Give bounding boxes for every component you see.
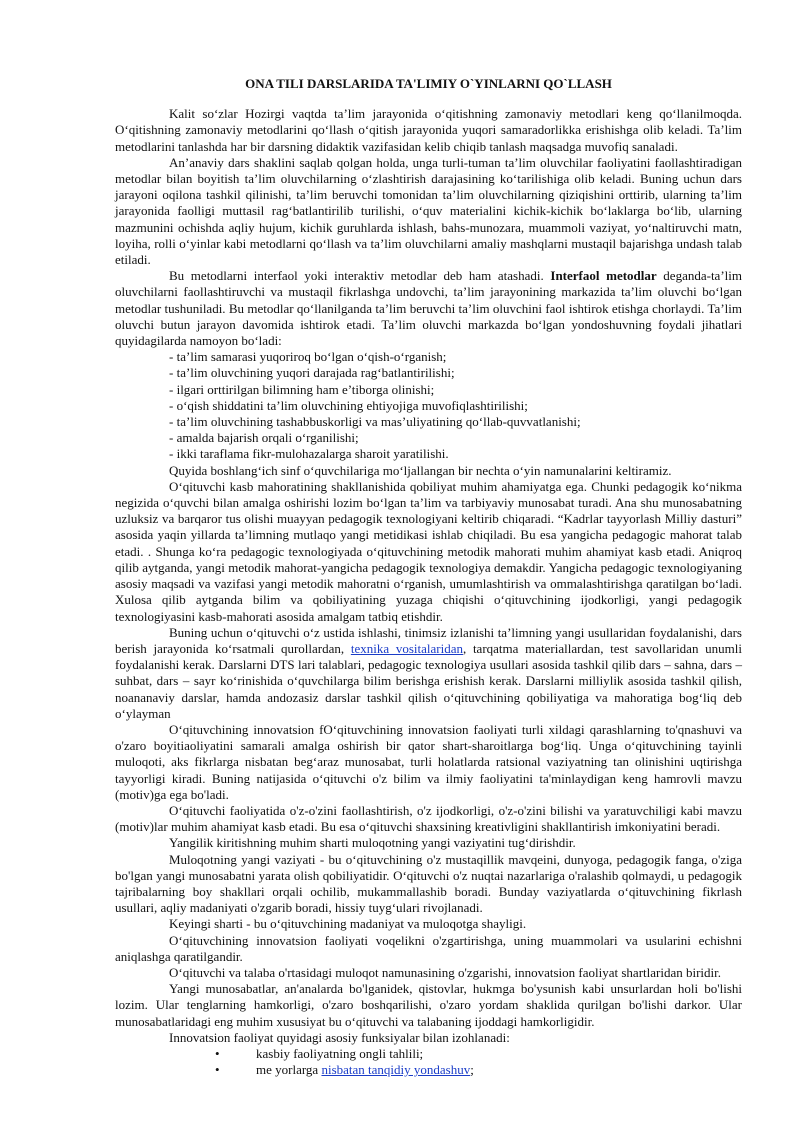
paragraph-10: Muloqotning yangi vaziyati - bu o‘qituvchining o'z mustaqillik mavqeini, dunyoga, pedagogik fanga, o'ziga bo'lgan yangi munosabatni yarata olish qobiliyatidir. O‘qituvchi o'z nuqtai nazarlariga o'ralashib qolmaydi, u pedagogik tajribalarning boy shakllari orqali ochilib, mukammallashib boradi. Bunday vaziyatlarda o‘qituvchining fikrlash usullari, aqliy madaniyati o'zgarib boradi, hissiy tuyg‘ulari rivojlanadi.	[115, 851, 742, 916]
bullet-text-start: me yorlarga	[256, 1062, 322, 1078]
list-item	[115, 1062, 742, 1078]
paragraph-3	[115, 268, 742, 349]
paragraph-6-end: , tarqatma materiallardan, test savollaridan unumli foydalanishi kerak. Darslarni DTS lari talablari, pedagogic texnologiya usullari asosida tashkil qilib dars – sahna, dars –suhbat, dars – sayr ko‘rinishida o‘quvchilarga bilim berishga erishish kerak. Darslarni milliylik asosida tashkil qilish, noananaviy darslar, hamda andozasiz darslar tashkil qilish o‘qituvchining qobiliyatiga va mahoratiga bog‘liq deb o‘ylayman	[115, 640, 742, 721]
texnika-vositalari-link[interactable]: texnika vositalaridan	[350, 640, 463, 656]
list-item: - o‘qish shiddatini ta’lim oluvchining ehtiyojiga muvofiqlashtirilishi;	[169, 397, 528, 413]
paragraph-8: O‘qituvchi faoliyatida o'z-o'zini faollashtirish, o'z ijodkorligi, o'z-o'zini bilishi va yaratuvchiligi kabi mavzu (motiv)lar muhim ahamiyat kasb etadi. Bu esa o‘qituvchi shaxsining kreativligini shakllantirish imkoniyatini beradi.	[115, 802, 742, 835]
paragraph-9: Yangilik kiritishning muhim sharti muloqotning yangi vaziyatini tug‘dirishdir.	[169, 835, 576, 851]
bullet-text: kasbiy faoliyatning ongli tahlili;	[256, 1045, 424, 1061]
functions-list	[115, 1046, 742, 1078]
tanqidiy-yondashuv-link[interactable]: nisbatan tanqidiy yondashuv	[321, 1062, 471, 1078]
paragraph-3-end: deganda-ta’lim oluvchilarni faollashtiruvchi va mustaqil fikrlashga undovchi, ta’lim jarayonining markazida ta’lim oluvchi bo‘lgan metodlar tushuniladi. Bu metodlar qo‘llanilganda ta’lim beruvchi ta’lim oluvchini faol ishtirok etishga chorlaydi. Ta’lim oluvchi butun jarayon davomida ishtirok etadi. Ta’lim oluvchi markazda bo‘lgan yondoshuvning foydali jihatlari quyidagilarda namoyon bo‘ladi:	[115, 268, 742, 349]
list-item: - ikki taraflama fikr-mulohazalarga sharoit yaratilishi.	[169, 446, 449, 462]
bullet-icon: •	[215, 1062, 220, 1078]
interfaol-metodlar-term: Interfaol metodlar	[550, 268, 657, 284]
paragraph-15: Innovatsion faoliyat quyidagi asosiy funksiyalar bilan izohlanadi:	[169, 1029, 510, 1045]
paragraph-2: An’anaviy dars shaklini saqlab qolgan holda, unga turli-tuman ta’lim oluvchilar faoliyatini faollashtiradigan metodlar bilan boyitish ta’lim oluvchilarning o‘zlashtirish darajasining ko‘tarilishiga olib keladi. Buning uchun dars jarayoni oqilona tashkil qilinishi, ta’lim beruvchi tomonidan ta’lim oluvchilarning qiziqishini orttirib, ularning ta’lim jarayonida faolligi muttasil rag‘batlantirilib turilishi, o‘quv materialini kichik-kichik bo‘laklarga bo‘lib, ularning mazmunini ochishda aqliy hujum, kichik guruhlarda ishlash, bahs-munozara, muammoli vaziyat, yo‘naltiruvchi matn, loyiha, rolli o‘yinlar kabi metodlarni qo‘llash va ta’lim oluvchilarni amaliy mashqlarni mustaqil bajarishga undash talab etiladi.	[115, 154, 742, 268]
list-item: - ilgari orttirilgan bilimning ham e’tiborga olinishi;	[169, 381, 435, 397]
list-item: - ta’lim samarasi yuqoriroq bo‘lgan o‘qish-o‘rganish;	[169, 349, 447, 365]
list-item: - amalda bajarish orqali o‘rganilishi;	[169, 430, 359, 446]
paragraph-6-start: Buning uchun o‘qituvchi o‘z ustida ishlashi, tinimsiz izlanishi ta’limning yangi usullaridan foydalanishi, dars berish jarayonida ko‘rsatmali qurollardan,	[115, 624, 742, 656]
paragraph-5: O‘qituvchi kasb mahoratining shakllanishida qobiliyat muhim ahamiyatga ega. Chunki pedagogik ko‘nikma negizida o‘quvchi bilan amalga oshirishi lozim bo‘lgan ta’lim va tarbiyaviy munosabat turadi. Ana shu munosabatning uzluksiz va barqaror tus olishi muayyan pedagogik texnologiyani keltirib chiqaradi. “Kadrlar tayyorlash Milliy dasturi” asosida yaqin yillarda ta’limning mutlaqo yangi metidikasi ishlab chiqiladi. Bu esa yangicha pedagogic mahorat talab etadi. . Shunga ko‘ra pedagogic texnologiyada o‘qituvchining metodik mahorati muhim ahamiyat kasb etadi. Aniqroq qilib aytganda, yangi metodik mahorat-yangicha pedagogik texnologiya demakdir. Yangicha pedagogic texnologiyaning asosiy maqsadi va vazifasi yangi metodik mahoratni o‘rganish, umumlashtirish va ommalashtirishga qaratilgan bo‘ladi. Xulosa qilib aytganda bilim va qobiliyatining yuzaga chiqishi o‘qituvchining ijodkorligi, yangi pedagogik texnologiyasini kasb-mahorati asosida amalgam tatbiq etishdir.	[115, 478, 742, 624]
bullet-icon: •	[215, 1045, 220, 1061]
list-item	[115, 1046, 742, 1062]
paragraph-14: Yangi munosabatlar, an'analarda bo'lganidek, qistovlar, hukmga bo'ysunish kabi unsurlardan holi bo'lishi lozim. Ular tenglarning hamkorligi, o'zaro boshqarilishi, o'zaro yordam shaklida qurilgan bo'lishi darkor. Ular munosabatlaridagi eng muhim xususiyat bu o‘qituvchi va talabaning ijoddagi hamkorligidir.	[115, 981, 742, 1029]
paragraph-6	[115, 625, 742, 722]
document-page	[115, 76, 742, 1078]
list-item: - ta’lim oluvchining yuqori darajada rag‘batlantirilishi;	[169, 365, 455, 381]
paragraph-12: O‘qituvchining innovatsion faoliyati voqelikni o'zgartirishga, uning muammolari va usularini echishni aniqlashga qaratilgandir.	[115, 932, 742, 964]
paragraph-3-start: Bu metodlarni interfaol yoki interaktiv metodlar deb ham atashadi.	[169, 268, 551, 284]
paragraph-7: O‘qituvchining innovatsion fO‘qituvchining innovatsion faoliyati turli xildagi qarashlarning to'qnashuvi va o'zaro boyitiaoliyatini samarali amalga oshirish bir qator shart-sharoitlarga bog‘liq. Unga o‘qituvchining tayinli muloqoti, aks fikrlarga nisbatan beg‘araz munosabat, turli holatlarda ratsional vaziyatning tan olinishini uqtirishga tayyorligi kiradi. Buning natijasida o‘qituvchi o'z bilim va ilmiy faoliyatini ta'minlaydigan keng hamrovli mavzu (motiv)ga ega bo'ladi.	[115, 721, 742, 802]
benefits-list	[115, 349, 742, 462]
paragraph-11: Keyingi sharti - bu o‘qituvchining madaniyat va muloqotga shayligi.	[169, 916, 527, 932]
paragraph-13: O‘qituvchi va talaba o'rtasidagi muloqot namunasining o'zgarishi, innovatsion faoliyat shartlaridan biridir.	[169, 964, 722, 980]
list-item: - ta’lim oluvchining tashabbuskorligi va mas’uliyatining qo‘llab-quvvatlanishi;	[169, 414, 581, 430]
bullet-text-end: ;	[470, 1062, 474, 1078]
paragraph-4: Quyida boshlang‘ich sinf o‘quvchilariga mo‘ljallangan bir nechta o‘yin namunalarini keltiramiz.	[169, 462, 672, 478]
paragraph-1: Kalit so‘zlar Hozirgi vaqtda ta’lim jarayonida o‘qitishning zamonaviy metodlari keng qo‘llanilmoqda. O‘qitishning zamonaviy metodlarini qo‘llash o‘qitish jarayonida yuqori samaradorlikka erishishga olib keladi. Ta’lim metodlarini tanlashda har bir darsning didaktik vazifasidan kelib chiqib tanlash maqsadga muvofiq sanaladi.	[115, 106, 742, 154]
document-title: ONA TILI DARSLARIDA TA'LIMIY O`YINLARNI QO`LLASH	[245, 76, 612, 91]
